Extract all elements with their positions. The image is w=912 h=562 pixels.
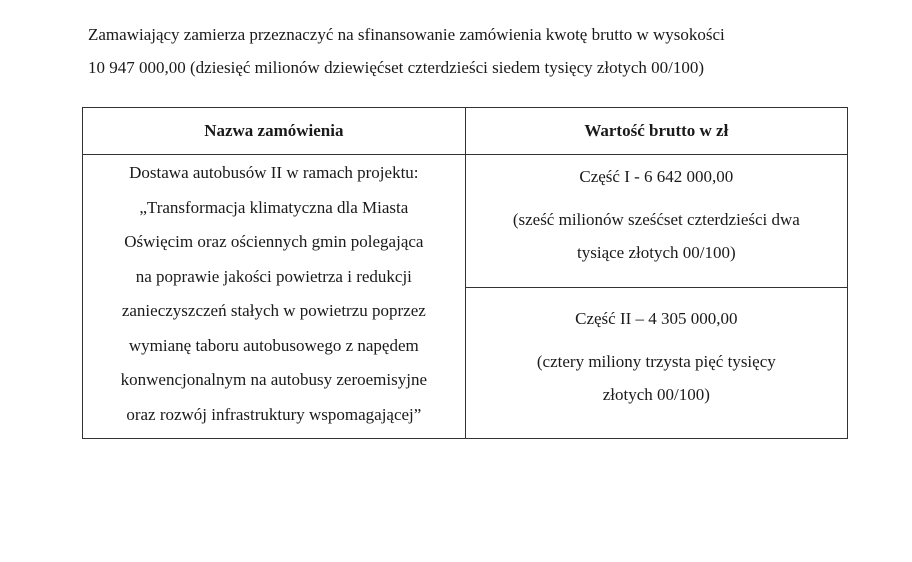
part-2-amount-in-words [466, 345, 847, 411]
part-2-amount: Część II – 4 305 000,00 [575, 309, 738, 328]
part-1-words-line-1: (sześć milionów sześćset czterdzieści dwa [512, 210, 800, 229]
order-name-line: Dostawa autobusów II w ramach projektu: [129, 163, 419, 182]
order-name-line: zanieczyszczeń stałych w powietrzu poprzez [121, 301, 426, 320]
part-2-words-line-1: (cztery miliony trzysta pięć tysięcy [536, 352, 776, 371]
table-header-row [83, 108, 848, 155]
part-1-amount: Część I - 6 642 000,00 [579, 167, 734, 186]
order-name-cell [83, 155, 466, 439]
header-order-name: Nazwa zamówienia [83, 108, 466, 155]
order-name-line: konwencjonalnym na autobusy zeroemisyjne [120, 370, 428, 389]
part-2-words-line-2: złotych 00/100) [602, 385, 710, 404]
intro-paragraph [88, 18, 868, 84]
header-gross-value: Wartość brutto w zł [465, 108, 847, 155]
order-name-line: wymianę taboru autobusowego z napędem [128, 335, 419, 355]
budget-table [82, 107, 848, 439]
intro-line-1: Zamawiający zamierza przeznaczyć na sfinansowanie zamówienia kwotę brutto w wysokości [88, 25, 725, 44]
order-name-line: na poprawie jakości powietrza i redukcji [135, 266, 412, 286]
part-1-amount-in-words [466, 203, 847, 269]
part-2-cell [465, 288, 847, 439]
order-name-line: „Transformacja klimatyczna dla Miasta [139, 197, 409, 217]
order-name-line: oraz rozwój infrastruktury wspomagającej” [126, 404, 422, 424]
table-row [83, 155, 848, 288]
part-1-words-line-2: tysiące złotych 00/100) [577, 243, 736, 262]
order-name-line: Oświęcim oraz ościennych gmin polegająca [124, 232, 424, 251]
part-1-cell [465, 155, 847, 288]
intro-line-2: 10 947 000,00 (dziesięć milionów dziewięćset czterdzieści siedem tysięcy złotych 00/100) [88, 58, 705, 77]
